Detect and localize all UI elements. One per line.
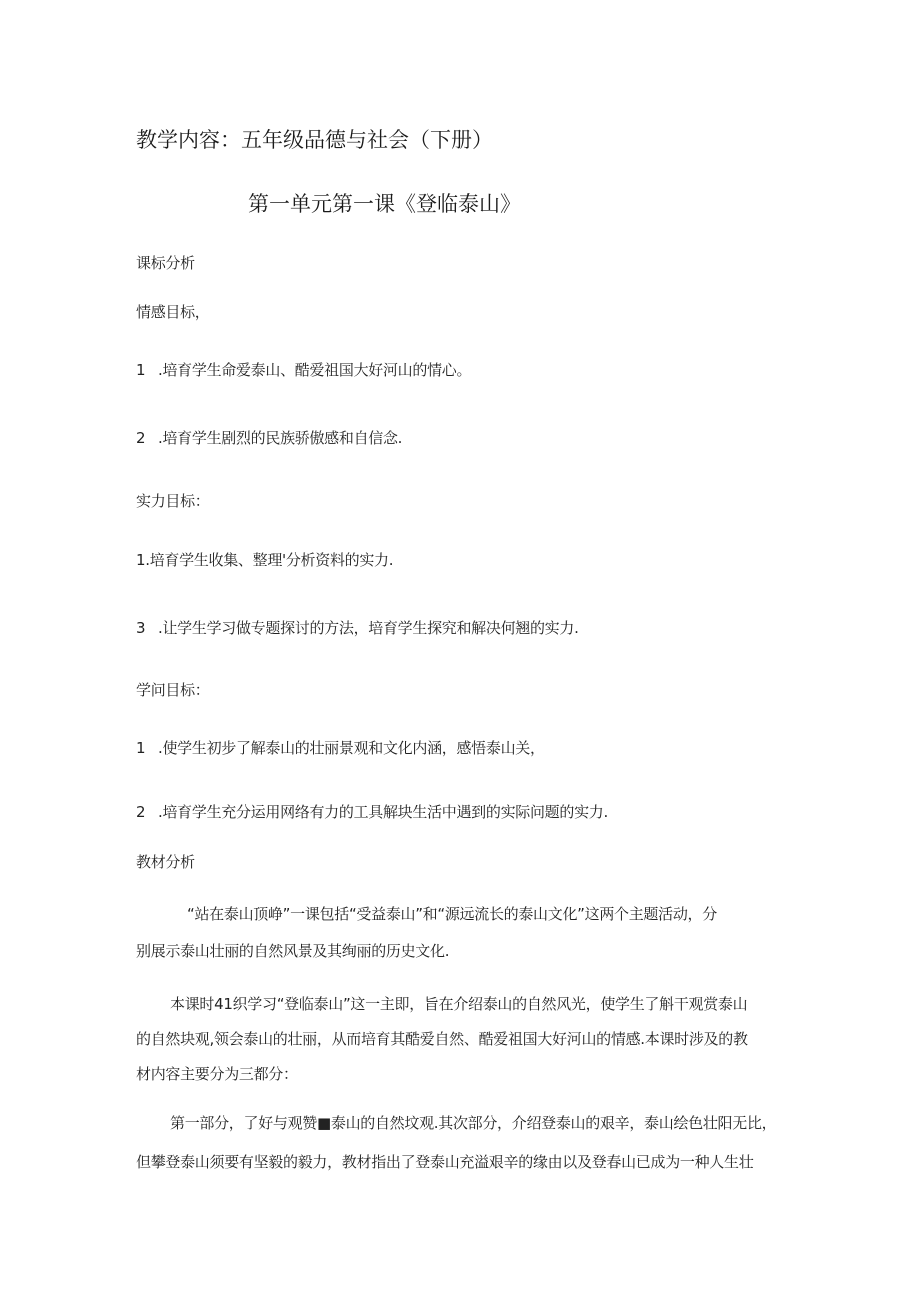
item-text: .培育学生充分运用网络有力的工具解块生活中遇到的实际问题的实力.	[158, 803, 608, 821]
paragraph-line: 的自然块观,领会泰山的壮丽，从而培育其酷爱自然、酷爱祖国大好河山的情感.本课时涉及的教	[136, 1030, 748, 1048]
item-number: 2	[136, 803, 146, 821]
item-text: .培育学生命爱泰山、酷爱祖国大好河山的情心。	[158, 361, 472, 379]
paragraph-line: 别展示泰山壮丽的自然风景及其绚丽的历史文化.	[136, 942, 450, 960]
emotional-goal-item	[136, 428, 402, 448]
paragraph-line: 材内容主要分为三都分：	[136, 1065, 298, 1083]
paragraph-line: 第一部分，了好与观赞■泰山的自然坟观.其次部分，介绍登泰山的艰辛，泰山绘色壮阳无比，	[170, 1114, 777, 1132]
item-number: 1	[136, 551, 146, 569]
item-number: 1	[136, 361, 146, 379]
document-title: 教学内容：五年级品德与社会（下册）	[136, 128, 493, 152]
knowledge-goal-item	[136, 802, 608, 822]
section-heading-material-analysis: 教材分析	[136, 853, 195, 871]
section-heading-ability-goals: 实力目标：	[136, 492, 210, 510]
lesson-subtitle: 第一单元第一课《登临泰山》	[248, 192, 521, 216]
paragraph-line: 但攀登泰山须要有坚毅的毅力，教材指出了登泰山充溢艰辛的缘由以及登春山已成为一种人生壮	[136, 1153, 754, 1171]
emotional-goal-item	[136, 360, 471, 380]
item-number: 2	[136, 429, 146, 447]
section-heading-curriculum-analysis: 课标分析	[136, 254, 195, 272]
section-heading-knowledge-goals: 学问目标：	[136, 681, 210, 699]
item-text: .培育学生剧烈的民族骄傲感和自信念.	[158, 429, 403, 447]
item-number: 1	[136, 739, 146, 757]
item-text: .让学生学习做专题探讨的方法，培育学生探究和解决何翘的实力.	[158, 619, 579, 637]
section-heading-emotional-goals: 情感目标，	[136, 303, 210, 321]
paragraph-line: 本课时41织学习“登临泰山”这一主即，旨在介绍泰山的自然风光，使学生了斛干观赏泰山	[170, 995, 748, 1013]
ability-goal-item	[136, 618, 579, 638]
item-number: 3	[136, 619, 146, 637]
paragraph-line: “站在泰山顶峥”一课包括“受益泰山”和“源远流长的泰山文化”这两个主题活动，分	[187, 905, 717, 923]
item-text: .使学生初步了解泰山的壮丽景观和文化内涵，感悟泰山关，	[158, 739, 545, 757]
knowledge-goal-item	[136, 738, 545, 758]
ability-goal-item	[136, 550, 393, 570]
item-text: .培育学生收集、整理'分析资料的实力.	[145, 551, 394, 569]
